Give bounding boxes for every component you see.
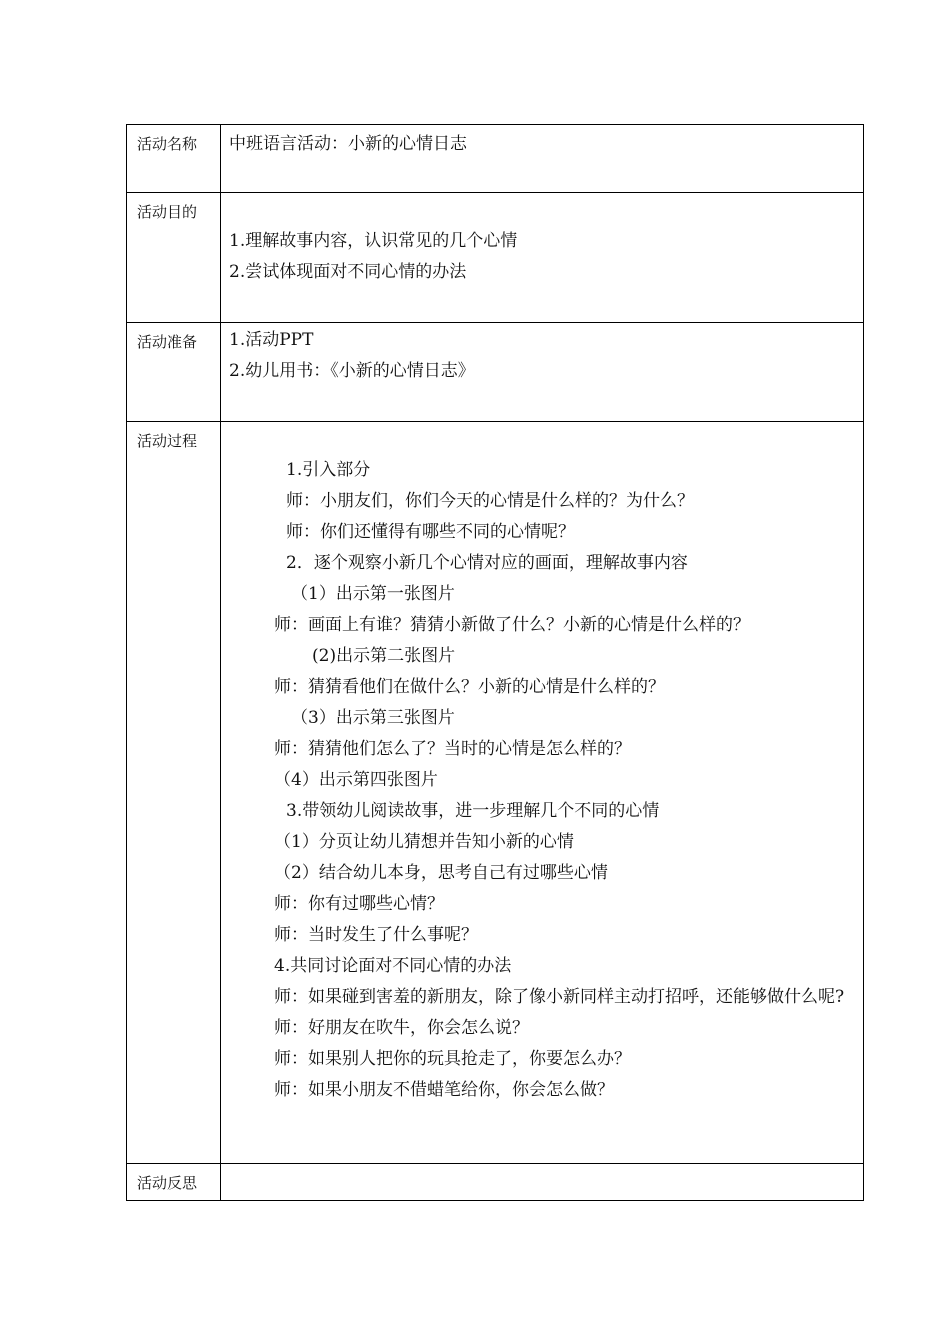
- content-activity-goal: [221, 193, 864, 323]
- row-activity-goal: [127, 193, 864, 323]
- process-line: 师：好朋友在吹牛，你会怎么说？: [274, 1018, 529, 1038]
- activity-name-text: 中班语言活动：小新的心情日志: [229, 134, 467, 154]
- process-line: 师：猜猜看他们在做什么？小新的心情是什么样的？: [274, 677, 665, 697]
- lesson-plan-table: [126, 124, 864, 1201]
- content-activity-prep: [221, 323, 864, 422]
- process-line: 2．逐个观察小新几个心情对应的画面，理解故事内容: [286, 553, 688, 573]
- process-line-wrapped: 师：如果碰到害羞的新朋友，除了像小新同样主动打招呼，还能够做什么呢?: [274, 987, 845, 1007]
- content-activity-process: [221, 422, 864, 1164]
- process-line: （1）出示第一张图片: [291, 584, 455, 604]
- process-line: 师：猜猜他们怎么了？当时的心情是怎么样的？: [274, 739, 631, 759]
- goal-line: 2.尝试体现面对不同心情的办法: [229, 262, 467, 282]
- process-line: (2)出示第二张图片: [312, 646, 456, 666]
- process-line: 1.引入部分: [286, 460, 371, 480]
- process-line: 师：小朋友们，你们今天的心情是什么样的？为什么？: [286, 491, 694, 511]
- row-activity-prep: [127, 323, 864, 422]
- process-line: 师：如果小朋友不借蜡笔给你，你会怎么做？: [274, 1080, 614, 1100]
- prep-line: 2.幼儿用书：《小新的心情日志》: [229, 361, 475, 381]
- label-activity-goal: 活动目的: [127, 193, 221, 323]
- process-line: 3.带领幼儿阅读故事，进一步理解几个不同的心情: [286, 801, 660, 821]
- process-line: 师：你们还懂得有哪些不同的心情呢？: [286, 522, 575, 542]
- row-activity-name: [127, 125, 864, 193]
- process-line: 师：当时发生了什么事呢？: [274, 925, 478, 945]
- label-activity-process: 活动过程: [127, 422, 221, 1164]
- prep-line: 1.活动PPT: [229, 330, 314, 350]
- row-activity-process: [127, 422, 864, 1164]
- process-line: 师：如果别人把你的玩具抢走了，你要怎么办？: [274, 1049, 631, 1069]
- process-line: （3）出示第三张图片: [291, 708, 455, 728]
- process-line: 师：画面上有谁？猜猜小新做了什么？小新的心情是什么样的？: [274, 615, 750, 635]
- label-activity-reflection: 活动反思: [127, 1164, 221, 1201]
- process-line: （4）出示第四张图片: [274, 770, 438, 790]
- label-activity-prep: 活动准备: [127, 323, 221, 422]
- goal-line: 1.理解故事内容，认识常见的几个心情: [229, 231, 518, 251]
- process-line: 4.共同讨论面对不同心情的办法: [274, 956, 512, 976]
- process-line: 师：你有过哪些心情？: [274, 894, 444, 914]
- content-activity-name: [221, 125, 864, 193]
- process-line: （2）结合幼儿本身，思考自己有过哪些心情: [274, 863, 608, 883]
- process-line: （1）分页让幼儿猜想并告知小新的心情: [274, 832, 574, 852]
- row-activity-reflection: [127, 1164, 864, 1201]
- content-activity-reflection: [221, 1164, 864, 1201]
- label-activity-name: 活动名称: [127, 125, 221, 193]
